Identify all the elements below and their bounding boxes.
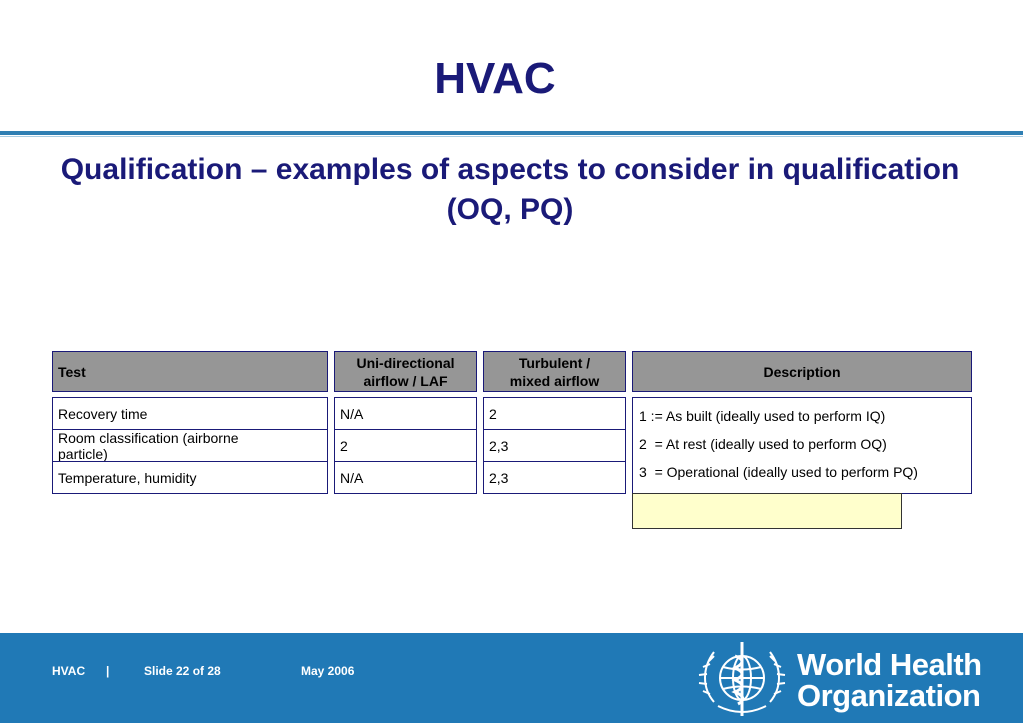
table-cell-unidirectional (334, 397, 477, 430)
cell-text: Temperature, humidity (58, 469, 197, 486)
cell-text: 2 (489, 405, 497, 422)
cell-text: Recovery time (58, 405, 148, 422)
header-turbulent-label: Turbulent / mixed airflow (509, 354, 600, 389)
title-divider-shadow (0, 136, 1023, 137)
cell-text: N/A (340, 469, 364, 486)
description-line: 2 = At rest (ideally used to perform OQ) (639, 436, 887, 452)
title-divider (0, 131, 1023, 135)
header-test-label: Test (58, 363, 86, 380)
description-line: 3 = Operational (ideally used to perform PQ) (639, 464, 918, 480)
who-emblem-icon (694, 636, 790, 720)
cell-text: N/A (340, 405, 364, 422)
description-line: 1 := As built (ideally used to perform IQ) (639, 408, 886, 424)
table-cell-turbulent (483, 397, 626, 430)
table-cell-test (52, 461, 328, 494)
table-cell-turbulent (483, 429, 626, 462)
slide-title: HVAC (434, 54, 556, 103)
footer-slide-number: Slide 22 of 28 (144, 664, 221, 678)
header-turbulent (483, 351, 626, 392)
table-cell-unidirectional (334, 429, 477, 462)
header-description (632, 351, 972, 392)
org-name-line1: World Health (797, 647, 982, 682)
org-name-line2: Organization (797, 678, 981, 713)
header-unidirectional-label: Uni-directional airflow / LAF (356, 354, 455, 389)
footer-course: HVAC (52, 664, 86, 678)
table-cell-test (52, 429, 328, 462)
table-cell-test (52, 397, 328, 430)
cell-text: Room classification (airborne particle) (58, 429, 239, 462)
cell-text: 2,3 (489, 437, 509, 454)
header-unidirectional (334, 351, 477, 392)
footer-date: May 2006 (301, 664, 355, 678)
footer-separator: | (106, 664, 110, 678)
cell-text: 2,3 (489, 469, 509, 486)
cell-text: 2 (340, 437, 348, 454)
note-box (632, 493, 902, 529)
slide-subtitle: Qualification – examples of aspects to consider in qualification (OQ, PQ) (60, 153, 960, 226)
header-description-label: Description (763, 363, 841, 380)
table-cell-turbulent (483, 461, 626, 494)
table-cell-unidirectional (334, 461, 477, 494)
description-box (632, 397, 972, 494)
header-test (52, 351, 328, 392)
